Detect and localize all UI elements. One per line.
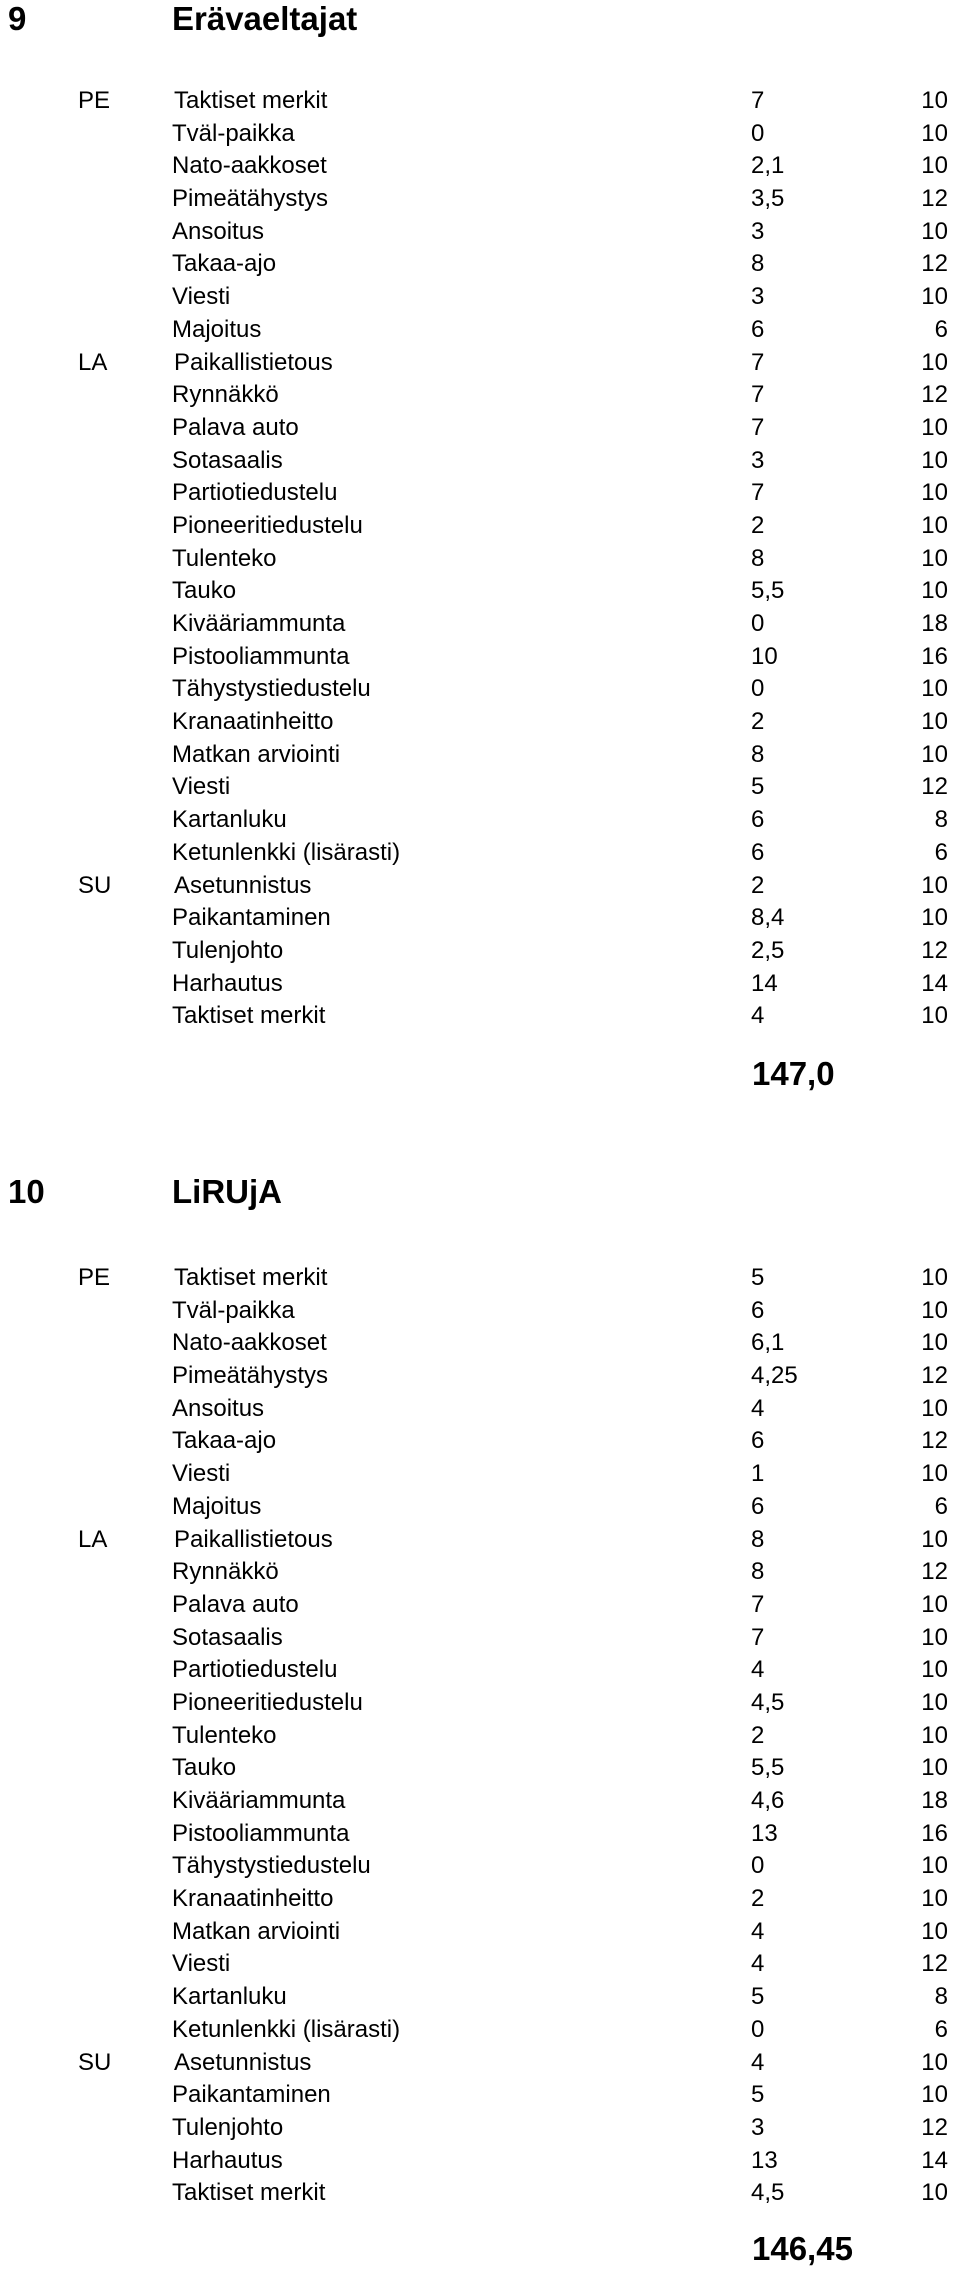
day-label: PE (78, 87, 111, 114)
score-row (0, 183, 960, 216)
event-points: 6 (751, 1296, 765, 1324)
score-list (0, 1262, 960, 2210)
event-name: Taktiset merkit (172, 1002, 326, 1030)
event-points: 4,5 (751, 1688, 785, 1716)
event-name: Paikallistietous (174, 348, 333, 376)
event-points: 7 (751, 479, 765, 507)
event-points: 1 (751, 1460, 765, 1488)
event-max-points: 10 (921, 1885, 948, 1913)
event-max-points: 10 (921, 544, 948, 572)
event-max-points: 10 (921, 740, 948, 768)
event-name: Pioneeritiedustelu (172, 1688, 363, 1716)
score-row (0, 1556, 960, 1589)
event-max-points: 6 (934, 838, 948, 866)
event-max-points: 12 (921, 1362, 948, 1390)
event-points: 4 (751, 1656, 765, 1684)
event-name: Paikantaminen (172, 2081, 331, 2109)
event-max-points: 12 (921, 1558, 948, 1586)
event-name: Taktiset merkit (174, 87, 328, 114)
event-max-points: 6 (934, 2015, 948, 2043)
event-points: 6 (751, 838, 765, 866)
event-name: Asetunnistus (174, 871, 312, 899)
event-name: Viesti (172, 1950, 231, 1978)
event-name: Majoitus (172, 1492, 262, 1520)
event-max-points: 10 (921, 1656, 948, 1684)
event-name: Palava auto (172, 413, 299, 441)
event-points: 7 (751, 348, 765, 376)
event-max-points: 10 (921, 2048, 948, 2076)
day-label: PE (78, 1264, 111, 1291)
event-max-points: 10 (921, 152, 948, 180)
score-row (0, 150, 960, 183)
event-name: Ketunlenkki (lisärasti) (172, 2015, 401, 2043)
event-name: Sotasaalis (172, 446, 283, 474)
event-max-points: 10 (921, 1296, 948, 1324)
score-row (0, 1916, 960, 1949)
score-row (0, 1752, 960, 1785)
event-name: Partiotiedustelu (172, 479, 338, 507)
event-points: 7 (751, 1623, 765, 1651)
event-points: 2,1 (751, 152, 785, 180)
event-max-points: 10 (921, 479, 948, 507)
score-row (0, 1262, 960, 1295)
event-name: Tulenjohto (172, 936, 284, 964)
event-max-points: 10 (921, 1688, 948, 1716)
event-name: Ansoitus (172, 217, 265, 245)
event-name: Tauko (172, 577, 237, 605)
event-name: Matkan arviointi (172, 740, 341, 768)
score-list (0, 85, 960, 1033)
score-row (0, 412, 960, 445)
event-points: 3 (751, 446, 765, 474)
score-row (0, 281, 960, 314)
event-name: Tulenjohto (172, 2113, 284, 2141)
score-row (0, 1360, 960, 1393)
event-points: 5,5 (751, 1754, 785, 1782)
score-row (0, 1622, 960, 1655)
event-points: 6 (751, 1427, 765, 1455)
event-max-points: 10 (921, 1623, 948, 1651)
event-max-points: 10 (921, 577, 948, 605)
event-points: 14 (751, 969, 778, 997)
event-name: Asetunnistus (174, 2048, 312, 2076)
score-row (0, 2112, 960, 2145)
event-name: Pimeätähystys (172, 185, 329, 213)
score-row (0, 739, 960, 772)
event-name: Ketunlenkki (lisärasti) (172, 838, 401, 866)
team-name: Erävaeltajat (172, 0, 358, 37)
score-row (0, 1785, 960, 1818)
team-name: LiRUjA (172, 1173, 282, 1210)
event-max-points: 10 (921, 413, 948, 441)
event-points: 5,5 (751, 577, 785, 605)
score-row (0, 935, 960, 968)
event-name: Paikallistietous (174, 1525, 333, 1553)
event-points: 5 (751, 773, 765, 801)
event-max-points: 10 (921, 708, 948, 736)
event-max-points: 12 (921, 1950, 948, 1978)
event-name: Tauko (172, 1754, 237, 1782)
event-name: Tväl-paikka (172, 1296, 295, 1324)
event-name: Harhautus (172, 969, 283, 997)
event-name: Taktiset merkit (174, 1264, 328, 1291)
event-points: 3 (751, 283, 765, 311)
score-row (0, 445, 960, 478)
event-points: 6 (751, 315, 765, 343)
event-max-points: 10 (921, 1264, 948, 1291)
event-name: Tähystystiedustelu (172, 675, 371, 703)
event-max-points: 10 (921, 904, 948, 932)
score-row (0, 1295, 960, 1328)
event-name: Kranaatinheitto (172, 1885, 334, 1913)
event-points: 2 (751, 1721, 765, 1749)
event-name: Nato-aakkoset (172, 152, 327, 180)
event-name: Kivääriammunta (172, 1787, 346, 1814)
event-max-points: 12 (921, 185, 948, 213)
event-points: 5 (751, 1264, 765, 1291)
event-max-points: 10 (921, 1721, 948, 1749)
score-row (0, 1720, 960, 1753)
score-row (0, 673, 960, 706)
event-points: 0 (751, 675, 765, 703)
event-max-points: 6 (934, 1492, 948, 1520)
event-points: 8 (751, 1558, 765, 1586)
event-name: Harhautus (172, 2146, 283, 2174)
event-max-points: 18 (921, 1787, 948, 1814)
event-name: Kartanluku (172, 1983, 287, 2011)
event-name: Rynnäkkö (172, 381, 279, 409)
event-name: Kartanluku (172, 806, 287, 834)
event-points: 8 (751, 544, 765, 572)
score-row (0, 1327, 960, 1360)
score-row (0, 85, 960, 118)
score-row (0, 1883, 960, 1916)
score-row (0, 1458, 960, 1491)
day-label: SU (78, 871, 112, 899)
event-name: Paikantaminen (172, 904, 331, 932)
event-points: 2 (751, 871, 765, 899)
event-max-points: 12 (921, 381, 948, 409)
score-row (0, 870, 960, 903)
event-name: Kranaatinheitto (172, 708, 334, 736)
event-name: Pistooliammunta (172, 1819, 350, 1847)
event-name: Taktiset merkit (172, 2179, 326, 2207)
event-name: Viesti (172, 1460, 231, 1488)
day-label: LA (78, 348, 108, 376)
day-label: LA (78, 1525, 108, 1553)
event-points: 5 (751, 2081, 765, 2109)
event-max-points: 12 (921, 773, 948, 801)
score-row (0, 804, 960, 837)
event-points: 4 (751, 1950, 765, 1978)
event-points: 7 (751, 381, 765, 409)
event-max-points: 10 (921, 1460, 948, 1488)
event-max-points: 12 (921, 1427, 948, 1455)
score-row (0, 1654, 960, 1687)
event-points: 3 (751, 2113, 765, 2141)
event-points: 4 (751, 2048, 765, 2076)
event-points: 5 (751, 1983, 765, 2011)
total-score: 146,45 (752, 2230, 853, 2267)
score-row (0, 1524, 960, 1557)
event-points: 4,5 (751, 2179, 785, 2207)
event-points: 4 (751, 1002, 765, 1030)
score-row (0, 837, 960, 870)
event-points: 2 (751, 511, 765, 539)
event-max-points: 10 (921, 1394, 948, 1422)
event-max-points: 10 (921, 1917, 948, 1945)
day-label: SU (78, 2048, 112, 2076)
score-row (0, 575, 960, 608)
score-row (0, 347, 960, 380)
event-points: 3 (751, 217, 765, 245)
score-row (0, 2014, 960, 2047)
event-name: Takaa-ajo (172, 1427, 277, 1455)
event-points: 6 (751, 1492, 765, 1520)
event-max-points: 10 (921, 1329, 948, 1357)
score-row (0, 2079, 960, 2112)
event-max-points: 10 (921, 348, 948, 376)
event-max-points: 10 (921, 2081, 948, 2109)
score-row (0, 1850, 960, 1883)
event-points: 2 (751, 1885, 765, 1913)
score-row (0, 1981, 960, 2014)
score-row (0, 477, 960, 510)
event-max-points: 16 (921, 1819, 948, 1847)
event-name: Rynnäkkö (172, 1558, 279, 1586)
event-points: 0 (751, 119, 765, 147)
event-points: 7 (751, 1590, 765, 1618)
event-max-points: 12 (921, 936, 948, 964)
event-max-points: 12 (921, 250, 948, 278)
score-row (0, 1491, 960, 1524)
event-name: Tväl-paikka (172, 119, 295, 147)
score-row (0, 510, 960, 543)
event-points: 6,1 (751, 1329, 785, 1357)
event-name: Kivääriammunta (172, 610, 346, 637)
event-max-points: 8 (934, 806, 948, 834)
event-name: Tulenteko (172, 544, 277, 572)
event-max-points: 16 (921, 642, 948, 670)
event-name: Nato-aakkoset (172, 1329, 327, 1357)
score-row (0, 2177, 960, 2210)
event-points: 4,25 (751, 1362, 798, 1390)
score-row (0, 771, 960, 804)
event-name: Palava auto (172, 1590, 299, 1618)
score-row (0, 1425, 960, 1458)
event-max-points: 8 (934, 1983, 948, 2011)
event-points: 2,5 (751, 936, 785, 964)
score-row (0, 1948, 960, 1981)
team-number: 9 (8, 0, 27, 37)
score-row (0, 379, 960, 412)
event-max-points: 10 (921, 511, 948, 539)
event-points: 0 (751, 2015, 765, 2043)
event-name: Takaa-ajo (172, 250, 277, 278)
score-row (0, 641, 960, 674)
event-name: Majoitus (172, 315, 262, 343)
event-max-points: 10 (921, 871, 948, 899)
event-max-points: 10 (921, 446, 948, 474)
event-max-points: 10 (921, 1525, 948, 1553)
event-max-points: 14 (921, 969, 948, 997)
event-points: 7 (751, 413, 765, 441)
event-max-points: 10 (921, 1852, 948, 1880)
event-name: Pioneeritiedustelu (172, 511, 363, 539)
score-row (0, 2047, 960, 2080)
event-name: Pistooliammunta (172, 642, 350, 670)
event-points: 2 (751, 708, 765, 736)
event-max-points: 10 (921, 217, 948, 245)
score-row (0, 706, 960, 739)
score-row (0, 1818, 960, 1851)
team-number: 10 (8, 1173, 45, 1210)
event-max-points: 14 (921, 2146, 948, 2174)
event-max-points: 10 (921, 1754, 948, 1782)
score-row (0, 1000, 960, 1033)
event-points: 13 (751, 2146, 778, 2174)
score-row (0, 1589, 960, 1622)
event-name: Viesti (172, 773, 231, 801)
event-points: 13 (751, 1819, 778, 1847)
event-name: Sotasaalis (172, 1623, 283, 1651)
score-row (0, 902, 960, 935)
event-name: Pimeätähystys (172, 1362, 329, 1390)
event-name: Matkan arviointi (172, 1917, 341, 1945)
event-points: 8 (751, 740, 765, 768)
score-row (0, 968, 960, 1001)
event-points: 4,6 (751, 1787, 785, 1814)
event-max-points: 10 (921, 675, 948, 703)
score-row (0, 543, 960, 576)
event-points: 10 (751, 642, 778, 670)
event-points: 4 (751, 1917, 765, 1945)
event-points: 7 (751, 87, 765, 114)
event-max-points: 6 (934, 315, 948, 343)
event-points: 0 (751, 1852, 765, 1880)
event-points: 0 (751, 610, 765, 637)
event-name: Tähystystiedustelu (172, 1852, 371, 1880)
score-row (0, 608, 960, 641)
score-row (0, 1687, 960, 1720)
event-points: 8 (751, 250, 765, 278)
event-points: 6 (751, 806, 765, 834)
score-row (0, 1393, 960, 1426)
event-max-points: 18 (921, 610, 948, 637)
total-score: 147,0 (752, 1055, 835, 1092)
event-points: 8,4 (751, 904, 785, 932)
score-row (0, 216, 960, 249)
event-max-points: 10 (921, 119, 948, 147)
event-name: Partiotiedustelu (172, 1656, 338, 1684)
event-name: Viesti (172, 283, 231, 311)
score-row (0, 248, 960, 281)
event-points: 3,5 (751, 185, 785, 213)
event-max-points: 10 (921, 1590, 948, 1618)
score-row (0, 314, 960, 347)
score-row (0, 118, 960, 151)
event-name: Ansoitus (172, 1394, 265, 1422)
event-max-points: 10 (921, 1002, 948, 1030)
score-row (0, 2145, 960, 2178)
event-max-points: 10 (921, 87, 948, 114)
event-max-points: 12 (921, 2113, 948, 2141)
event-max-points: 10 (921, 2179, 948, 2207)
event-max-points: 10 (921, 283, 948, 311)
event-points: 4 (751, 1394, 765, 1422)
event-name: Tulenteko (172, 1721, 277, 1749)
event-points: 8 (751, 1525, 765, 1553)
